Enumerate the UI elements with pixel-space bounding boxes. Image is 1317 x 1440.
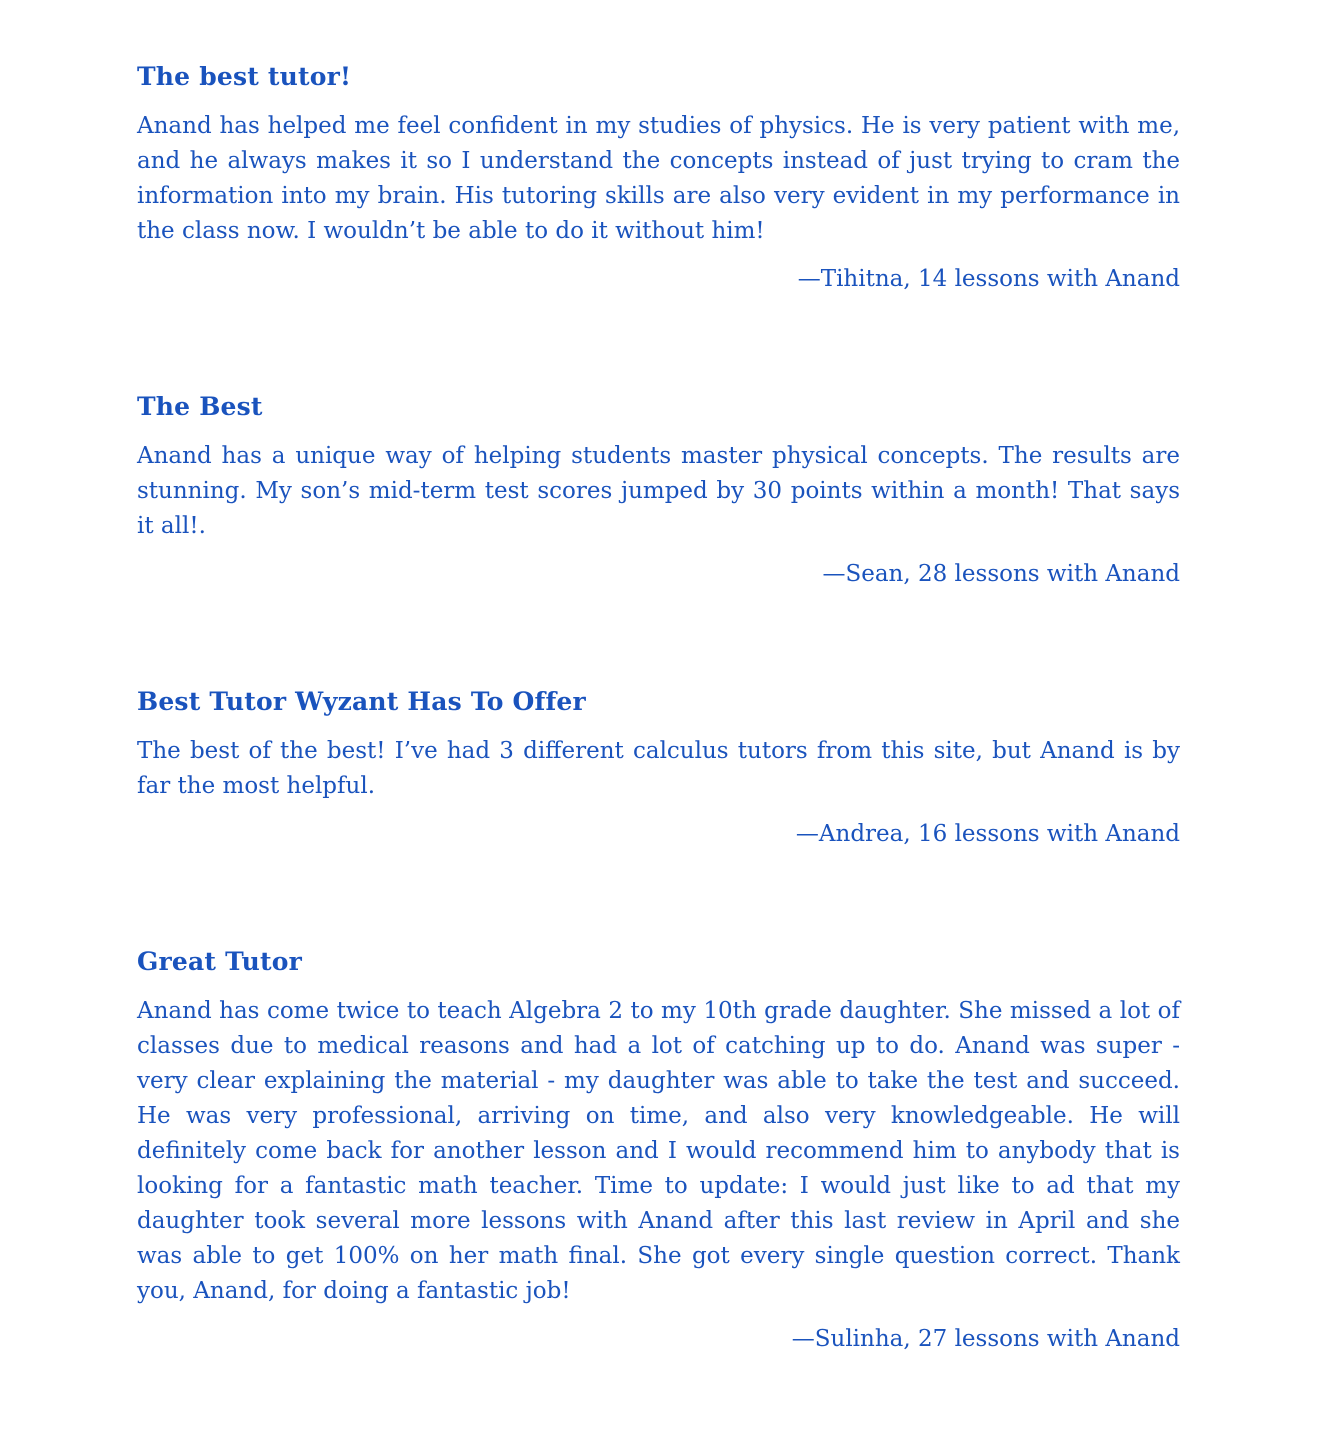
review-section [137,62,1180,297]
review-attribution: —Tihitna, 14 lessons with Anand [797,266,1180,292]
review-title: Great Tutor [137,947,302,976]
review-section [137,947,1180,1357]
review-section [137,687,1180,852]
review-body: Anand has helped me feel confident in my studies of physics. He is very patient with me, and he always makes it so I understand the concepts instead of just trying to cram the information into my brain. His tutoring skills are also very evident in my performance in the class now. I wouldn’t be able to do it without him! [137,113,1180,244]
review-attribution: —Sean, 28 lessons with Anand [822,561,1180,587]
review-attribution: —Sulinha, 27 lessons with Anand [791,1326,1180,1352]
review-body: The best of the best! I’ve had 3 different calculus tutors from this site, but Anand is by far the most helpful. [137,738,1180,799]
review-attribution: —Andrea, 16 lessons with Anand [795,821,1180,847]
review-title: The Best [137,392,263,421]
review-title: Best Tutor Wyzant Has To Offer [137,687,586,716]
review-section [137,392,1180,592]
review-title: The best tutor! [137,62,352,91]
review-body: Anand has come twice to teach Algebra 2 to my 10th grade daughter. She missed a lot of classes due to medical reasons and had a lot of catching up to do. Anand was super - very clear explaining the material - my daughter was able to take the test and succeed. He was very professional, arriving on time, and also very knowledgeable. He will definitely come back for another lesson and I would recommend him to anybody that is looking for a fantastic math teacher. Time to update: I would just like to ad that my daughter took several more lessons with Anand after this last review in April and she was able to get 100% on her math final. She got every single question correct. Thank you, Anand, for doing a fantastic job! [137,998,1180,1304]
review-body: Anand has a unique way of helping students master physical concepts. The results are stunning. My son’s mid-term test scores jumped by 30 points within a month! That says it all!. [137,443,1180,539]
